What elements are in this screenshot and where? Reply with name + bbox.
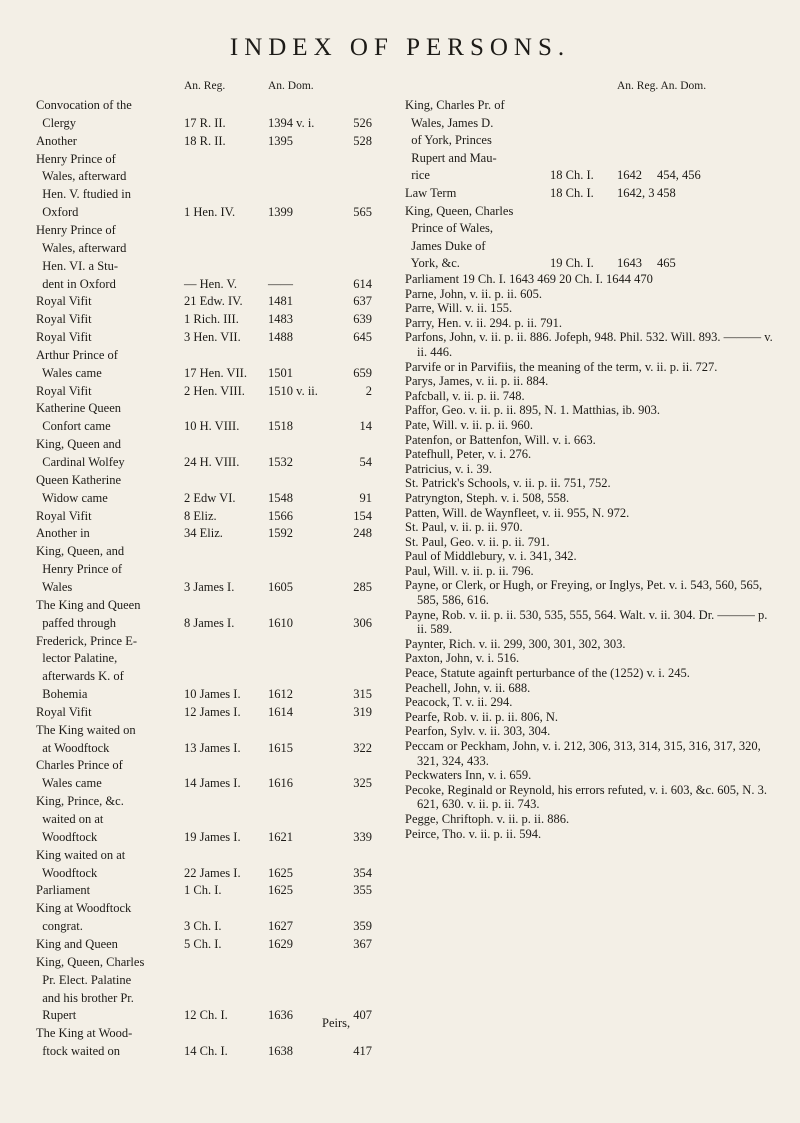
- cell-name: Pr. Elect. Palatine: [36, 972, 132, 987]
- cell-name: Woodftock: [36, 829, 98, 844]
- cell-name: Prince of Wales,: [405, 221, 493, 236]
- index-entry: Pafcball, v. ii. p. ii. 748.: [405, 388, 525, 403]
- column-head-right: An. Reg. An. Dom.: [617, 80, 707, 92]
- cell-pg: 14: [359, 419, 372, 434]
- cell-name: Katherine Queen: [36, 401, 122, 416]
- cell-yr: 1510 v. ii.: [268, 383, 318, 398]
- cell-name: Wales, afterward: [36, 169, 127, 184]
- cell-pg: 526: [353, 115, 372, 130]
- cell-name: Cardinal Wolfey: [36, 455, 125, 469]
- cell-yr: 1501: [268, 365, 293, 380]
- cell-name: of York, Princes: [405, 133, 492, 148]
- cell-name: Wales, afterward: [36, 240, 127, 255]
- index-entry: Paul, Will. v. ii. p. ii. 796.: [405, 563, 534, 578]
- cell-reg: 3 Ch. I.: [184, 919, 222, 934]
- index-entry: Peckwaters Inn, v. i. 659.: [405, 768, 532, 783]
- cell-yr: 1395: [268, 133, 293, 148]
- index-entry: St. Paul, Geo. v. ii. p. ii. 791.: [405, 534, 550, 549]
- index-entry: Patefhull, Peter, v. i. 276.: [405, 447, 532, 462]
- cell-pg: 339: [353, 829, 372, 844]
- cell-name: Henry Prince of: [36, 151, 116, 166]
- cell-reg: 18 Ch. I.: [550, 168, 594, 183]
- cell-name: and his brother Pr.: [36, 990, 134, 1005]
- cell-name: rice: [405, 168, 430, 183]
- cell-pg: 614: [353, 276, 372, 291]
- index-entry: Pate, Will. v. ii. p. ii. 960.: [405, 417, 533, 432]
- cell-pg: 359: [353, 919, 372, 934]
- index-entry: Parvife or in Parvifiis, the meaning of the term, v. ii. p. ii. 727.: [405, 359, 718, 374]
- column-head-an-dom: An. Dom.: [268, 80, 314, 92]
- cell-name: dent in Oxford: [36, 276, 116, 291]
- cell-name: Royal Vifit: [36, 294, 92, 309]
- cell-yr: 1532: [268, 455, 293, 469]
- index-entry: Parry, Hen. v. ii. 294. p. ii. 791.: [405, 315, 563, 330]
- cell-name: Henry Prince of: [36, 562, 123, 577]
- cell-reg: 8 Eliz.: [184, 508, 217, 523]
- cell-yr: 1592: [268, 526, 293, 541]
- index-entry: Patten, Will. de Waynfleet, v. ii. 955, N. 972.: [405, 505, 630, 520]
- cell-reg: 2 Hen. VIII.: [184, 383, 245, 398]
- index-entry: Peachell, John, v. ii. 688.: [405, 680, 531, 695]
- cell-pg: 54: [359, 455, 372, 469]
- index-entry: Pecoke, Reginald or Reynold, his errors refuted, v. i. 603, &c. 605, N. 3. 621, 630. v. ii. p. ii. 743.: [405, 782, 767, 812]
- index-entry: Parliament 19 Ch. I. 1643 469 20 Ch. I. 1644 470: [405, 272, 653, 286]
- cell-name: Law Term: [405, 186, 457, 200]
- cell-name: Rupert: [36, 1008, 77, 1023]
- cell-name: Widow came: [36, 490, 108, 505]
- cell-name: waited on at: [36, 812, 104, 826]
- cell-pg: 639: [353, 312, 372, 327]
- cell-yr: 1629: [268, 936, 293, 951]
- cell-pg: 319: [353, 704, 372, 719]
- cell-name: Royal Vifit: [36, 704, 92, 719]
- cell-reg: 24 H. VIII.: [184, 455, 240, 469]
- cell-reg: — Hen. V.: [184, 276, 238, 291]
- cell-name: ftock waited on: [36, 1044, 121, 1059]
- index-entry: St. Paul, v. ii. p. ii. 970.: [405, 520, 523, 535]
- index-entry: Paynter, Rich. v. ii. 299, 300, 301, 302, 303.: [405, 636, 626, 651]
- cell-name: King, Queen, and: [36, 544, 125, 559]
- cell-yr: 1616: [268, 776, 293, 791]
- cell-name: Hen. V. ftudied in: [36, 187, 132, 202]
- index-entry: Pearfon, Sylv. v. ii. 303, 304.: [405, 724, 551, 739]
- cell-yr: 1610: [268, 615, 293, 630]
- cell-name: Parliament: [36, 883, 91, 898]
- cell-pg: 315: [353, 687, 372, 702]
- cell-name: Frederick, Prince E-: [36, 633, 138, 648]
- cell-yr: 1518: [268, 419, 293, 434]
- cell-name: Another: [36, 133, 77, 148]
- cell-yr: 1605: [268, 579, 293, 594]
- cell-reg: 1 Hen. IV.: [184, 205, 236, 220]
- cell-yr: 1614: [268, 704, 293, 719]
- cell-pg: 91: [359, 490, 372, 505]
- cell-name: Royal Vifit: [36, 508, 92, 523]
- index-entry: Patenfon, or Battenfon, Will. v. i. 663.: [405, 432, 596, 447]
- cell-reg: 18 Ch. I.: [550, 186, 594, 200]
- cell-name: lector Palatine,: [36, 651, 118, 666]
- cell-name: at Woodftock: [36, 740, 110, 755]
- cell-yr: 1399: [268, 205, 293, 220]
- cell-pg: 407: [353, 1008, 372, 1023]
- cell-yr: ——: [268, 276, 293, 291]
- index-entry: Paul of Middlebury, v. i. 341, 342.: [405, 549, 577, 564]
- cell-yr: 1488: [268, 330, 293, 345]
- index-entry: Peirce, Tho. v. ii. p. ii. 594.: [405, 826, 542, 841]
- cell-reg: 18 R. II.: [184, 133, 226, 148]
- cell-reg: 3 James I.: [184, 579, 235, 594]
- cell-yr: 1627: [268, 919, 293, 934]
- cell-yr: 1481: [268, 294, 293, 309]
- index-entry: Peacock, T. v. ii. 294.: [405, 695, 513, 710]
- cell-yr: 1612: [268, 687, 293, 702]
- cell-name: Oxford: [36, 205, 79, 220]
- catchword: Peirs,: [322, 1016, 351, 1030]
- cell-pg: 659: [353, 365, 372, 380]
- cell-reg: 10 H. VIII.: [184, 419, 240, 434]
- cell-reg: 13 James I.: [184, 740, 241, 755]
- cell-pg: 565: [353, 205, 372, 220]
- index-entry: St. Patrick's Schools, v. ii. p. ii. 751, 752.: [405, 476, 611, 491]
- page-header: INDEX OF PERSONS.: [229, 34, 571, 61]
- cell-name: James Duke of: [405, 238, 486, 253]
- cell-name: Royal Vifit: [36, 330, 92, 345]
- cell-name: King, Queen and: [36, 437, 122, 452]
- cell-name: Wales: [36, 579, 73, 594]
- cell-name: Queen Katherine: [36, 472, 122, 487]
- column-head-an-reg: An. Reg.: [184, 80, 226, 92]
- cell-pg: 528: [353, 133, 372, 148]
- index-entry: Patryngton, Steph. v. i. 508, 558.: [405, 490, 570, 505]
- index-entry: Parne, John, v. ii. p. ii. 605.: [405, 286, 543, 301]
- cell-name: King waited on at: [36, 847, 126, 862]
- cell-pg: 248: [353, 526, 372, 541]
- cell-name: Bohemia: [36, 687, 88, 702]
- cell-pg: 367: [353, 936, 372, 951]
- index-entry: Payne, Rob. v. ii. p. ii. 530, 535, 555, 564. Walt. v. ii. 304. Dr. ——— p. ii. 589.: [405, 607, 768, 637]
- cell-reg: 1 Rich. III.: [184, 312, 239, 327]
- cell-pg: 417: [353, 1044, 372, 1059]
- cell-pg: 285: [353, 579, 372, 594]
- cell-name: Clergy: [36, 115, 77, 130]
- cell-yr: 1625: [268, 865, 293, 880]
- index-entry: Payne, or Clerk, or Hugh, or Freying, or Inglys, Pet. v. i. 543, 560, 565, 585, 586, 616.: [405, 578, 763, 608]
- index-entry: Patricius, v. i. 39.: [405, 461, 493, 476]
- cell-reg: 22 James I.: [184, 865, 241, 880]
- cell-name: afterwards K. of: [36, 669, 124, 684]
- cell-name: King, Charles Pr. of: [405, 98, 505, 112]
- cell-pg: 645: [353, 330, 372, 345]
- cell-reg: 21 Edw. IV.: [184, 294, 243, 309]
- cell-reg: 19 Ch. I.: [550, 256, 594, 271]
- cell-yr: 1566: [268, 508, 293, 523]
- index-entry: Parre, Will. v. ii. 155.: [405, 301, 513, 316]
- cell-reg: 14 James I.: [184, 776, 241, 791]
- index-entry: Parfons, John, v. ii. p. ii. 886. Jofeph, 948. Phil. 532. Will. 893. ——— v. ii. 446.: [405, 330, 773, 359]
- index-entry: Paxton, John, v. i. 516.: [405, 651, 520, 666]
- cell-name: Wales came: [36, 776, 102, 791]
- right-index-entries: [405, 272, 780, 841]
- cell-name: Confort came: [36, 419, 111, 434]
- cell-name: The King and Queen: [36, 597, 141, 612]
- cell-yr: 1642, 3: [617, 186, 655, 200]
- cell-yr: 1615: [268, 740, 293, 755]
- cell-pg: 465: [657, 256, 676, 271]
- cell-name: King, Queen, Charles: [405, 203, 514, 218]
- cell-name: Charles Prince of: [36, 758, 123, 773]
- cell-pg: 325: [353, 776, 372, 791]
- cell-pg: 354: [353, 865, 372, 880]
- cell-reg: 17 R. II.: [184, 115, 226, 130]
- cell-name: Wales, James D.: [405, 115, 494, 130]
- cell-yr: 1483: [268, 312, 293, 327]
- cell-name: King, Prince, &c.: [36, 794, 124, 809]
- cell-yr: 1636: [268, 1008, 293, 1023]
- cell-yr: 1638: [268, 1044, 293, 1059]
- cell-reg: 19 James I.: [184, 829, 241, 844]
- cell-reg: 34 Eliz.: [184, 526, 223, 541]
- cell-reg: 10 James I.: [184, 687, 241, 702]
- cell-yr: 1621: [268, 829, 293, 844]
- cell-name: Henry Prince of: [36, 222, 116, 237]
- cell-reg: 1 Ch. I.: [184, 883, 222, 898]
- cell-name: Royal Vifit: [36, 312, 92, 327]
- index-entry: Parys, James, v. ii. p. ii. 884.: [405, 374, 549, 389]
- cell-name: Arthur Prince of: [36, 347, 118, 362]
- cell-name: congrat.: [36, 919, 83, 934]
- cell-reg: 8 James I.: [184, 615, 235, 630]
- cell-name: King at Woodftock: [36, 901, 132, 916]
- cell-reg: 14 Ch. I.: [184, 1044, 228, 1059]
- index-entry: Pegge, Chriftoph. v. ii. p. ii. 886.: [405, 811, 570, 826]
- cell-pg: 355: [353, 883, 372, 898]
- cell-reg: 2 Edw VI.: [184, 490, 236, 505]
- index-entry: Peace, Statute againft perturbance of the (1252) v. i. 245.: [405, 666, 690, 681]
- cell-yr: 1642: [617, 168, 642, 183]
- cell-name: Another in: [36, 526, 90, 541]
- cell-name: Convocation of the: [36, 98, 132, 112]
- cell-pg: 454, 456: [657, 168, 701, 183]
- cell-yr: 1548: [268, 490, 293, 505]
- index-entry: Pearfe, Rob. v. ii. p. ii. 806, N.: [405, 709, 558, 724]
- cell-name: Woodftock: [36, 865, 98, 880]
- cell-reg: 12 James I.: [184, 704, 241, 719]
- cell-name: The King at Wood-: [36, 1026, 133, 1041]
- cell-pg: 306: [353, 615, 372, 630]
- cell-pg: 637: [353, 294, 372, 309]
- cell-reg: 17 Hen. VII.: [184, 365, 247, 380]
- cell-name: King and Queen: [36, 936, 118, 951]
- cell-yr: 1394 v. i.: [268, 115, 315, 130]
- cell-name: Royal Vifit: [36, 383, 92, 398]
- cell-name: The King waited on: [36, 722, 136, 737]
- cell-pg: 154: [353, 508, 372, 523]
- index-entry: Peccam or Peckham, John, v. i. 212, 306, 313, 314, 315, 316, 317, 320, 321, 324, 433.: [405, 739, 761, 768]
- cell-reg: 3 Hen. VII.: [184, 330, 241, 345]
- cell-name: Rupert and Mau-: [405, 150, 497, 165]
- cell-yr: 1643: [617, 256, 642, 271]
- cell-pg: 2: [365, 383, 372, 398]
- index-entry: Paffor, Geo. v. ii. p. ii. 895, N. 1. Matthias, ib. 903.: [405, 403, 661, 418]
- cell-name: Hen. VI. a Stu-: [36, 258, 119, 273]
- cell-reg: 12 Ch. I.: [184, 1008, 228, 1023]
- cell-name: paffed through: [36, 615, 116, 630]
- cell-name: Wales came: [36, 365, 102, 380]
- cell-yr: 1625: [268, 883, 293, 898]
- cell-pg: 458: [657, 186, 676, 200]
- cell-name: York, &c.: [405, 256, 460, 271]
- cell-pg: 322: [353, 740, 372, 755]
- cell-reg: 5 Ch. I.: [184, 936, 222, 951]
- cell-name: King, Queen, Charles: [36, 954, 145, 969]
